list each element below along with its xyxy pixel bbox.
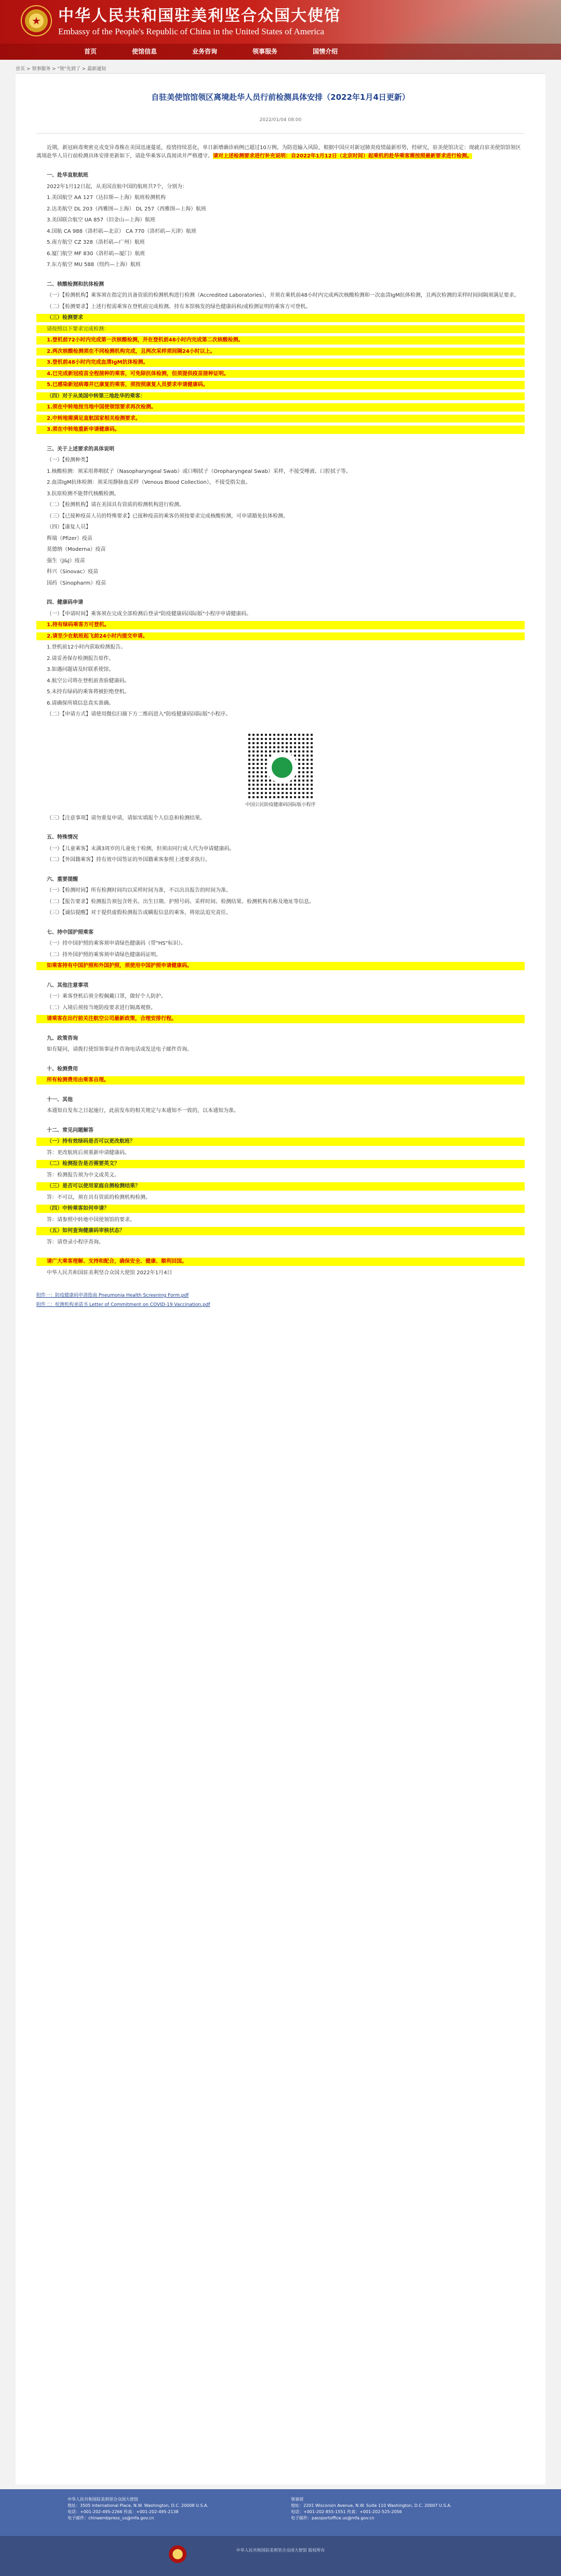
- s7-p2: （二）持外国护照的乘客须申请绿色健康码证明。: [47, 952, 161, 958]
- s2-title: 二、核酸检测和抗体检测: [47, 281, 104, 287]
- s5-p1: （一）【儿童乘客】未满3周岁的儿童免于检测，但须由同行成人代为申请健康码。: [47, 846, 235, 852]
- footer-right-name: 领事部: [291, 2497, 303, 2502]
- s5-title: 五、特殊情况: [47, 835, 78, 841]
- s10-hl: 所有检测费用由乘客自理。: [36, 1076, 525, 1085]
- copyright: 中华人民共和国驻美利坚合众国大使馆 版权所有: [236, 2548, 325, 2553]
- s8-p2: （二）入境后须按当地防疫要求进行隔离观察。: [47, 1005, 156, 1011]
- s3-title: 三、关于上述要求的具体说明: [47, 446, 114, 452]
- s4-p2: （二）【申请方式】请使用微信扫描下方二维码进入"防疫健康码国际版"小程序。: [47, 711, 231, 718]
- s2-hl-title: （三）检测要求: [36, 314, 525, 322]
- flight-7: 7.东方航空 MU 588（纽约—上海）航班: [47, 262, 141, 268]
- s6-p2: （二）【报告要求】检测报告须包含姓名、出生日期、护照号码、采样时间、检测结果、检测机构名称及地址等信息。: [47, 899, 314, 905]
- qr-block: [36, 732, 525, 809]
- article-date: 2022/01/04 08:00: [259, 117, 302, 123]
- final: 中华人民共和国驻美利坚合众国大使馆 2022年1月4日: [47, 1270, 172, 1276]
- s4-item-6: 6.请确保所填信息真实准确。: [47, 700, 114, 706]
- vaccine-4: 科兴（Sinovac）疫苗: [47, 569, 99, 575]
- faq-a3: 答：不可以，须在具有资质的检测机构检测。: [47, 1194, 151, 1200]
- s4-p3: （三）【注意事项】请勿重复申请，请如实填报个人信息和检测结果。: [47, 815, 205, 821]
- s2-hl-item-4: 4.已完成新冠疫苗全程接种的乘客，可免除抗体检测，但须提供疫苗接种证明。: [36, 370, 525, 378]
- s5-p2: （二）【外国籍乘客】持有效中国签证的外国籍乘客参照上述要求执行。: [47, 857, 210, 863]
- s3-p3: （三）【已接种疫苗人员的特殊要求】已接种疫苗的乘客仍须按要求完成核酸检测，可申请豁免抗体检测。: [47, 513, 288, 519]
- flight-5: 5.南方航空 CZ 328（洛杉矶—广州）航班: [47, 240, 145, 246]
- faq-q3: （三）是否可以使用家庭自测检测结果？: [36, 1182, 525, 1191]
- s2-hl-2: （四）对于从美国中转第三地赴华的乘客：: [36, 392, 525, 401]
- intro: 近期，新冠病毒奥密克戎变异毒株在美国迅速蔓延，疫情持续恶化，单日新增确诊病例已超过10万例。为防范输入风险，根据中国应对新冠肺炎疫情最新形势，经研究，驻美使馆决定：现就自驻美使馆馆领区离境赴华人员行前检测具体安排更新如下，请赴华乘客认真阅读并严格遵守。请对上述检测要求进行补充说明：自2022年1月12日（北京时间）起乘机的赴华乘客需按照最新要求进行检测。: [36, 145, 521, 159]
- s2-p1: （一）【检测机构】乘客须在指定的具备资质的检测机构进行检测（Accredited Laboratories），并须在乘机前48小时内完成两次核酸检测和一次血清IgM抗体检测，且两次检测的采样时间间隔须满足要求。: [47, 293, 519, 299]
- s1-intro: 2022年1月12日起，从美国直航中国的航班共7个，分别为：: [47, 183, 188, 190]
- s4-item-2: 2.请妥善保存检测报告原件。: [47, 655, 114, 662]
- footer: [0, 2489, 561, 2536]
- nav-country[interactable]: 国情介绍: [313, 48, 338, 55]
- s6-title: 六、重要提醒: [47, 876, 78, 882]
- flight-1: 1.美国航空 AA 127（达拉斯—上海）航班检测机构: [47, 195, 166, 201]
- s11-p1: 本通知自发布之日起施行，此前发布的相关规定与本通知不一致的，以本通知为准。: [47, 1108, 239, 1114]
- s3-item-2: 2.血清IgM抗体检测：须采用静脉血采样（Venous Blood Collection），不接受指尖血。: [47, 480, 251, 486]
- s12-title: 十二、常见问题解答: [47, 1127, 94, 1133]
- attachments: [36, 1292, 525, 1309]
- vaccine-2: 莫德纳（Moderna）疫苗: [47, 547, 106, 553]
- s1-title: 一、赴华直航航班: [47, 173, 88, 179]
- s9-title: 九、政策咨询: [47, 1035, 78, 1041]
- footer-right-phone: 电话：+001-202-855-1551 传真：+001-202-525-2056: [291, 2509, 402, 2514]
- s2-hl-item-1: 1.登机前72小时内完成第一次核酸检测，并在登机前48小时内完成第二次核酸检测。: [36, 336, 525, 345]
- footer-right-address: 地址：2201 Wisconsin Avenue, N.W. Suite 110 Washington, D.C. 20007 U.S.A.: [291, 2503, 451, 2508]
- footer-left-name: 中华人民共和国驻美利坚合众国大使馆: [68, 2497, 138, 2502]
- s8-title: 八、其他注意事项: [47, 982, 88, 988]
- vaccine-1: 辉瑞（Pfizer）疫苗: [47, 535, 92, 541]
- s6-p1: （一）【检测时间】所有检测时间均以采样时间为准，不以出具报告的时间为准。: [47, 888, 231, 894]
- flight-4: 4.国航 CA 988（洛杉矶—北京） CA 770（洛杉矶—天津）航班: [47, 228, 197, 234]
- s4-item-5: 5.未持有绿码的乘客将被拒绝登机。: [47, 689, 130, 695]
- faq-a4: 答：请参照中转地中国使领馆的要求。: [47, 1217, 135, 1223]
- national-emblem-icon: [21, 5, 52, 36]
- s3-item-3: 3.抗原检测不能替代核酸检测。: [47, 491, 119, 497]
- attachment-link-2[interactable]: 附件二：检测机构承诺书 Letter of Commitment on COVID-19 Vaccination.pdf: [36, 1302, 210, 1307]
- qr-code-icon[interactable]: [247, 732, 314, 800]
- s4-item-1: 1.登机前12小时内获取检测报告。: [47, 644, 126, 651]
- s2-hl-item-3: 3.登机前48小时内完成血清IgM抗体检测。: [36, 359, 525, 367]
- faq-a5: 答：请登录小程序查询。: [47, 1239, 104, 1245]
- nav-home[interactable]: 首页: [84, 48, 97, 55]
- s6-p3: （三）【诚信提醒】对于提供虚假检测报告或瞒报信息的乘客，将依法追究责任。: [47, 910, 231, 916]
- site-header: [0, 0, 561, 60]
- s10-title: 十、检测费用: [47, 1066, 78, 1072]
- flight-2: 2.达美航空 DL 203（西雅图—上海） DL 257（西雅图—上海）航班: [47, 206, 206, 212]
- s2-hl-item2-2: 2.中转地需满足直航国家相关检测要求。: [36, 415, 525, 423]
- faq-q2: （二）检测报告是否需要英文？: [36, 1160, 525, 1168]
- s7-title: 七、持中国护照乘客: [47, 929, 94, 935]
- s3-p4: （四）【康复人员】: [47, 524, 91, 531]
- s9-p1: 如有疑问，请拨打使馆领事证件咨询电话或发送电子邮件咨询。: [47, 1047, 192, 1053]
- s2-hl-item-2: 2.两次核酸检测须在不同检测机构完成，且两次采样须间隔24小时以上。: [36, 348, 525, 356]
- footer-consular: [291, 2496, 509, 2521]
- faq-q4: （四）中转乘客如何申请？: [36, 1205, 525, 1213]
- s3-p2: （二）【检测机构】请在美国具有资质的检测机构进行检测。: [47, 502, 184, 508]
- copyright-bar: [0, 2536, 561, 2576]
- attachment-link-1[interactable]: 附件一：防疫健康码申请指南 Pneumonia Health Screening Form.pdf: [36, 1293, 189, 1299]
- main-nav: [0, 44, 561, 60]
- footer-embassy: [68, 2496, 286, 2521]
- vaccine-5: 国药（Sinopharm）疫苗: [47, 580, 106, 586]
- nav-embassy-info[interactable]: 使馆信息: [132, 48, 157, 55]
- divider: [36, 130, 525, 134]
- faq-q1: （一）持有效绿码是否可以更改航班？: [36, 1138, 525, 1146]
- s4-hl-1: 1.持有绿码乘客方可登机。: [36, 621, 525, 629]
- nav-business[interactable]: 业务咨询: [192, 48, 218, 55]
- vaccine-3: 强生（J&J）疫苗: [47, 558, 85, 564]
- flight-3: 3.美国联合航空 UA 857（旧金山—上海）航班: [47, 217, 156, 223]
- s2-hl-item-5: 5.已感染新冠病毒并已康复的乘客，须按照康复人员要求申请健康码。: [36, 381, 525, 389]
- flight-6: 6.厦门航空 MF 830（洛杉矶—厦门）航班: [47, 250, 145, 257]
- s2-hl-item2-1: 1.须在中转地按当地中国使领馆要求再次检测。: [36, 403, 525, 412]
- s7-p1: （一）持中国护照的乘客须申请绿色健康码（带"HS"标识）。: [47, 941, 186, 947]
- s8-p1: （一）乘客登机后须全程佩戴口罩，做好个人防护。: [47, 994, 166, 1000]
- s2-hl-1: 请按照以下要求完成检测：: [36, 325, 525, 334]
- final-hl: 请广大乘客理解、支持和配合，确保安全、健康、顺利回国。: [36, 1258, 525, 1266]
- faq-q5: （五）如何查询健康码审核状态？: [36, 1227, 525, 1235]
- s2-p2: （二）【检测要求】上述行程需乘客在登机前完成检测。持有本馆核发的绿色健康码和/或检测证明的乘客方可登机。: [47, 303, 311, 310]
- emblem-star: ★: [32, 15, 41, 27]
- s4-p1: （一）【申请时间】乘客须在完成全部检测后登录"防疫健康码国际版"小程序申请健康码。: [47, 611, 252, 617]
- nav-consular[interactable]: 领事服务: [252, 48, 278, 55]
- s7-hl: 如乘客持有中国护照和外国护照，须使用中国护照申请健康码。: [36, 962, 525, 970]
- faq-a1: 答：更改航班后须重新申请健康码。: [47, 1150, 130, 1156]
- s4-item-3: 3.如遇问题请及时联系使馆。: [47, 667, 114, 673]
- breadcrumb[interactable]: 首页 > 领事服务 > "领"先到了 > 最新通知: [16, 67, 106, 72]
- s8-hl: 请乘客在出行前关注航空公司最新政策，合理安排行程。: [36, 1015, 525, 1023]
- footer-emblem-icon: [169, 2545, 186, 2563]
- article: [16, 73, 545, 2485]
- s2-hl-item2-3: 3.须在中转地重新申请健康码。: [36, 426, 525, 434]
- s3-p1: （一）【检测种类】: [47, 457, 91, 464]
- faq-a2: 答：检测报告须为中文或英文。: [47, 1172, 119, 1178]
- s4-title: 四、健康码申请: [47, 600, 83, 606]
- qr-caption: 中国公民防疫健康码国际版小程序: [245, 802, 316, 808]
- s11-title: 十一、其他: [47, 1097, 73, 1103]
- footer-left-phone: 电话：+001-202-495-2266 传真：+001-202-495-2138: [68, 2509, 179, 2514]
- footer-right-email[interactable]: 电子邮件：passportoffice.us@mfa.gov.cn: [291, 2516, 375, 2520]
- site-title: 中华人民共和国驻美利坚合众国大使馆: [58, 7, 341, 25]
- s4-hl-2: 2.请至少在航班起飞前24小时内提交申请。: [36, 632, 525, 641]
- site-subtitle: Embassy of the People's Republic of China in the United States of America: [58, 27, 325, 36]
- s3-item-1: 1.核酸检测：须采用鼻咽拭子（Nasopharyngeal Swab）或口咽拭子（Oropharyngeal Swab）采样，不接受唾液、口腔拭子等。: [47, 468, 351, 474]
- article-title: 自驻美使馆馆领区离境赴华人员行前检测具体安排（2022年1月4日更新）: [151, 92, 410, 102]
- s4-item-4: 4.航空公司将在登机前查验健康码。: [47, 678, 130, 684]
- footer-left-address: 地址：3505 International Place, N.W. Washington, D.C. 20008 U.S.A.: [68, 2503, 208, 2508]
- footer-left-email[interactable]: 电子邮件：chinaembpress_us@mfa.gov.cn: [68, 2516, 154, 2520]
